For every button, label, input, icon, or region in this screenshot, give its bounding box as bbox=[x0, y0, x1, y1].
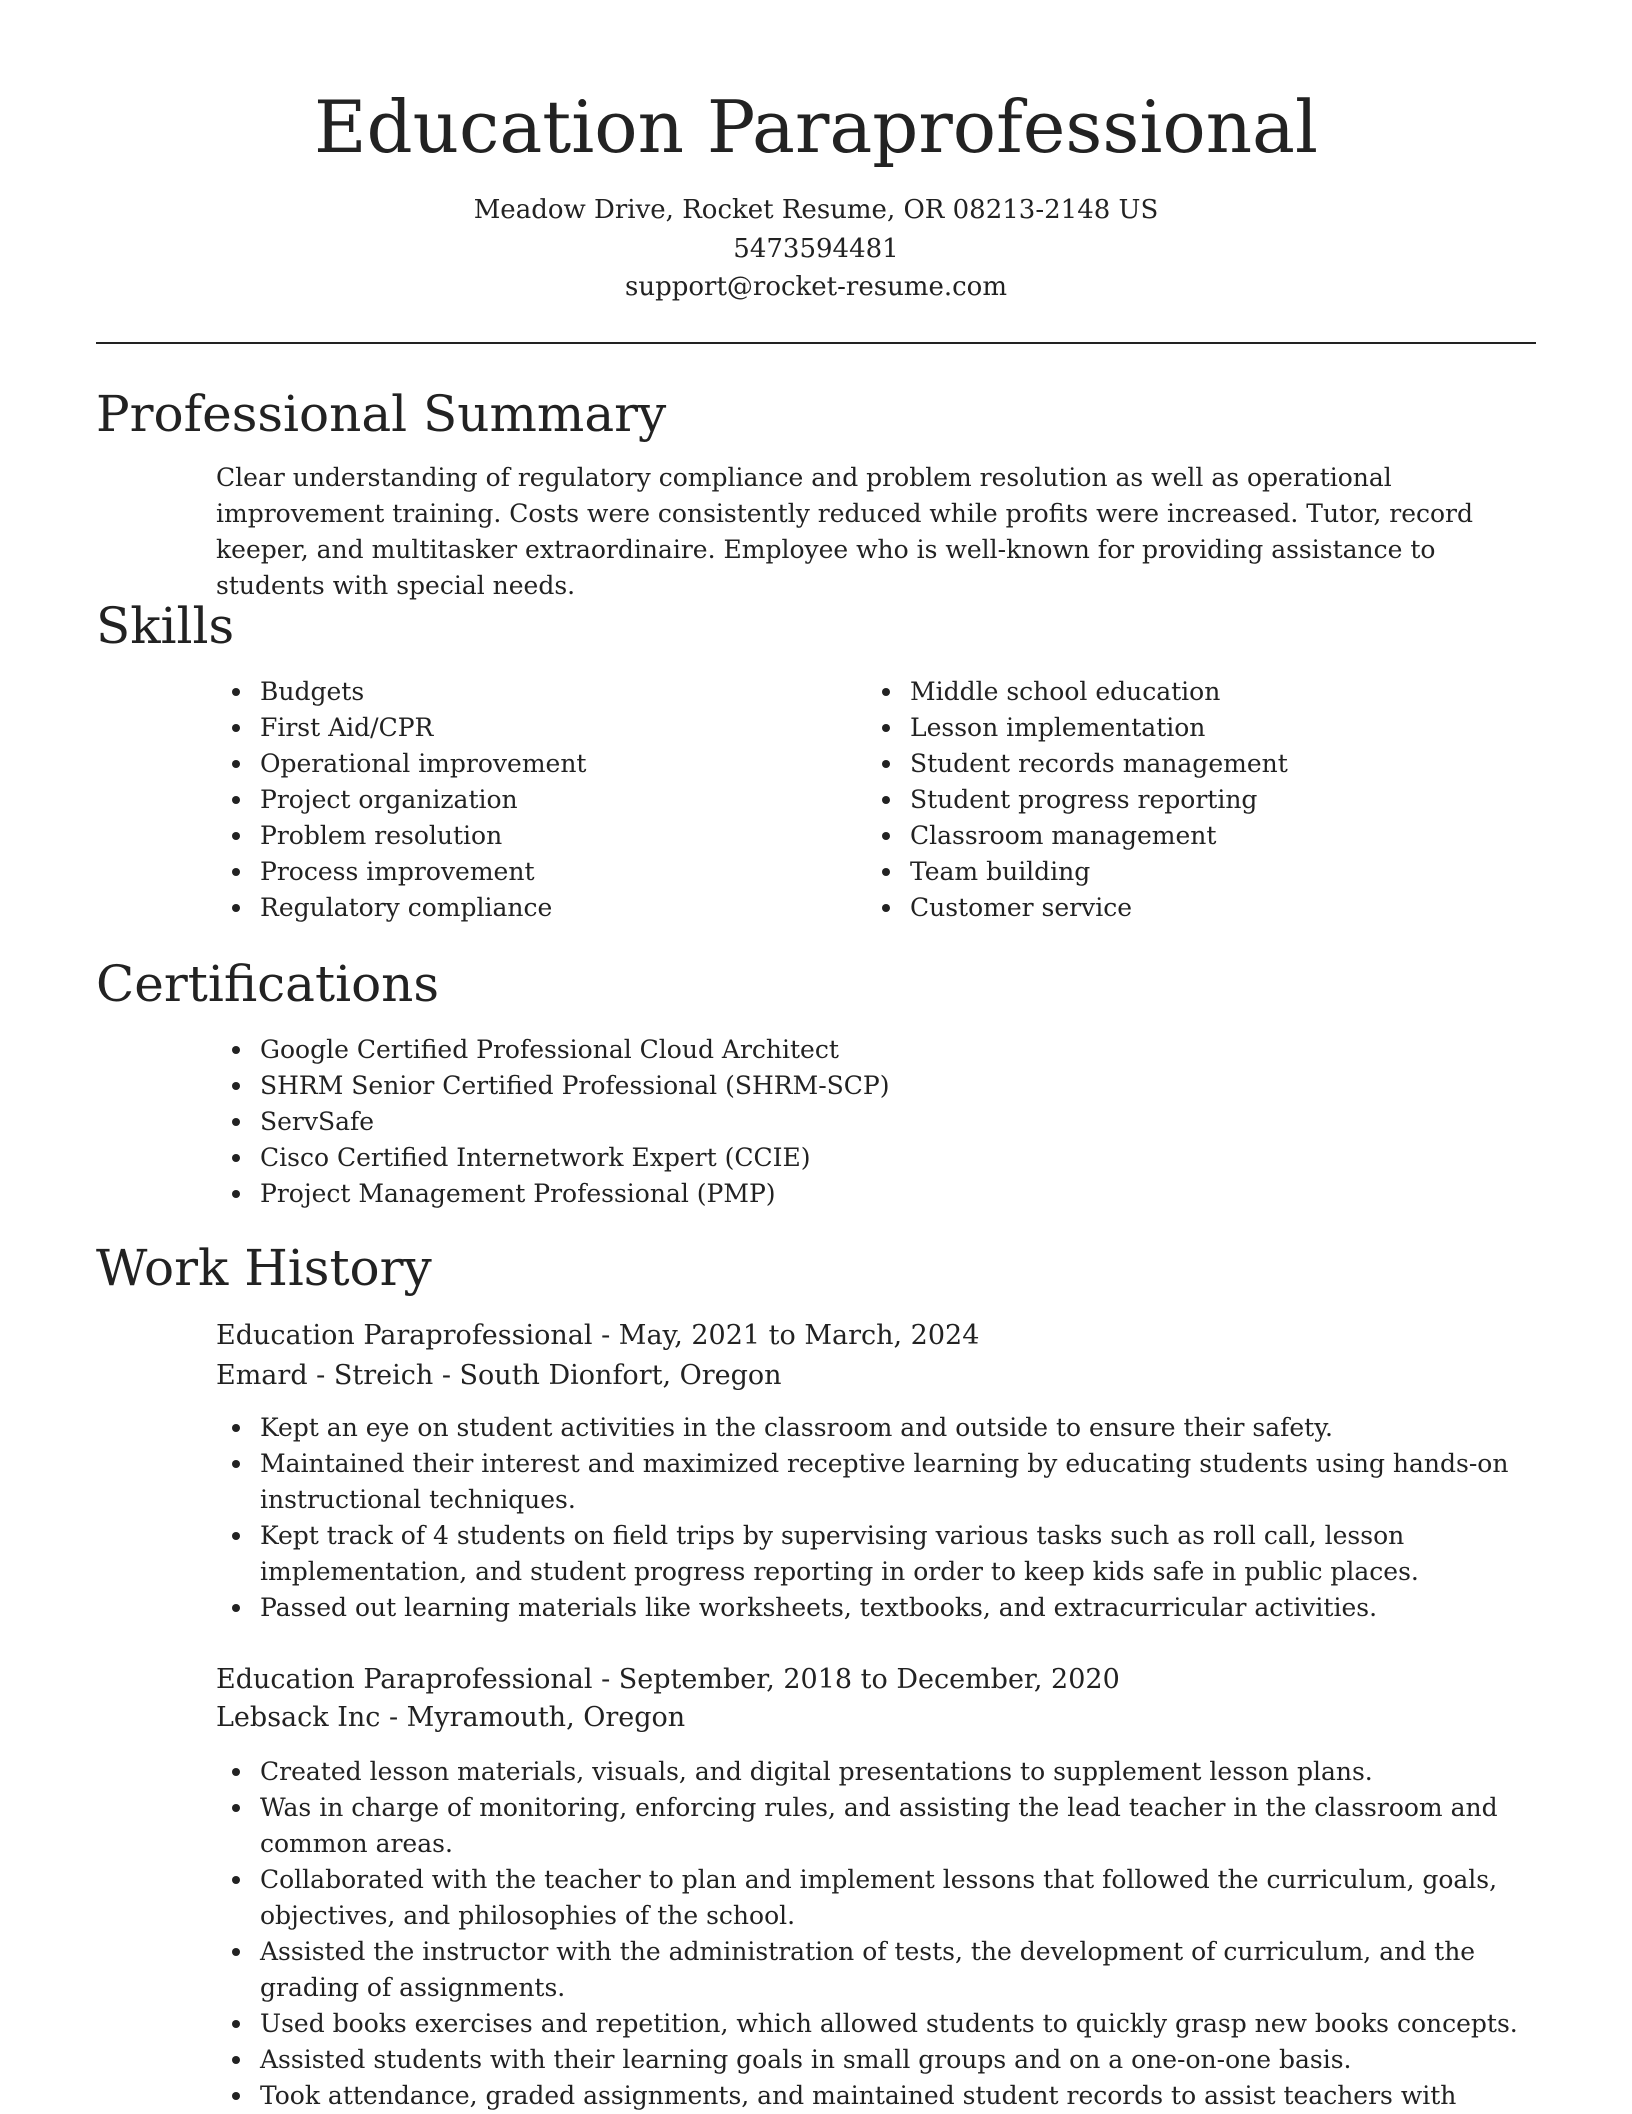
list-item: Classroom management bbox=[866, 818, 1536, 854]
list-item: Was in charge of monitoring, enforcing rules, and assisting the lead teacher in the classroom and common areas. bbox=[216, 1790, 1536, 1862]
list-item: Assisted students with their learning goals in small groups and on a one-on-one basis. bbox=[216, 2042, 1536, 2078]
certifications-heading: Certifications bbox=[96, 955, 440, 1013]
list-item: Budgets bbox=[216, 674, 836, 710]
job-title: Education Paraprofessional - May, 2021 to March, 2024 bbox=[216, 1320, 980, 1351]
list-item: Operational improvement bbox=[216, 746, 836, 782]
job-company: Lebsack Inc - Myramouth, Oregon bbox=[216, 1702, 686, 1733]
list-item: Team building bbox=[866, 854, 1536, 890]
list-item: ServSafe bbox=[216, 1104, 1536, 1140]
header-divider bbox=[96, 342, 1536, 344]
list-item: First Aid/CPR bbox=[216, 710, 836, 746]
list-item: SHRM Senior Certified Professional (SHRM-SCP) bbox=[216, 1068, 1536, 1104]
list-item: Project organization bbox=[216, 782, 836, 818]
address: Meadow Drive, Rocket Resume, OR 08213-2148 US bbox=[473, 195, 1159, 225]
list-item: Cisco Certified Internetwork Expert (CCIE) bbox=[216, 1140, 1536, 1176]
phone: 5473594481 bbox=[733, 234, 899, 264]
list-item: Kept an eye on student activities in the classroom and outside to ensure their safety. bbox=[216, 1410, 1536, 1446]
job-bullets bbox=[216, 1754, 1536, 2114]
job-bullets bbox=[216, 1410, 1536, 1626]
list-item: Created lesson materials, visuals, and digital presentations to supplement lesson plans. bbox=[216, 1754, 1536, 1790]
list-item: Process improvement bbox=[216, 854, 836, 890]
list-item: Regulatory compliance bbox=[216, 890, 836, 926]
email: support@rocket-resume.com bbox=[624, 272, 1007, 302]
list-item: Project Management Professional (PMP) bbox=[216, 1176, 1536, 1212]
summary-text: Clear understanding of regulatory compliance and problem resolution as well as operational improvement training. Costs were consistently reduced while profits were increased. Tutor, record keeper, and multitasker extraordinaire. Employee who is well-known for providing assistance to students with special needs. bbox=[216, 463, 1474, 600]
summary-heading: Professional Summary bbox=[96, 385, 667, 443]
list-item: Passed out learning materials like worksheets, textbooks, and extracurricular activities. bbox=[216, 1590, 1536, 1626]
skills-heading: Skills bbox=[96, 597, 235, 655]
list-item: Student progress reporting bbox=[866, 782, 1536, 818]
skills-list-right bbox=[866, 674, 1536, 926]
list-item: Used books exercises and repetition, which allowed students to quickly grasp new books concepts. bbox=[216, 2006, 1536, 2042]
list-item: Assisted the instructor with the administration of tests, the development of curriculum, and the grading of assignments. bbox=[216, 1934, 1536, 2006]
job-company: Emard - Streich - South Dionfort, Oregon bbox=[216, 1360, 782, 1391]
list-item: Lesson implementation bbox=[866, 710, 1536, 746]
list-item: Collaborated with the teacher to plan and implement lessons that followed the curriculum, goals, objectives, and philosophies of the school. bbox=[216, 1862, 1536, 1934]
job-title: Education Paraprofessional - September, 2018 to December, 2020 bbox=[216, 1664, 1120, 1695]
list-item: Problem resolution bbox=[216, 818, 836, 854]
list-item: Kept track of 4 students on field trips by supervising various tasks such as roll call, lesson implementation, and student progress reporting in order to keep kids safe in public places. bbox=[216, 1518, 1536, 1590]
list-item: Maintained their interest and maximized receptive learning by educating students using hands-on instructional techniques. bbox=[216, 1446, 1536, 1518]
certifications-list bbox=[216, 1032, 1536, 1212]
skills-list-left bbox=[216, 674, 836, 926]
list-item: Customer service bbox=[866, 890, 1536, 926]
list-item: Student records management bbox=[866, 746, 1536, 782]
list-item: Middle school education bbox=[866, 674, 1536, 710]
work-history-heading: Work History bbox=[96, 1239, 432, 1297]
candidate-name: Education Paraprofessional bbox=[313, 85, 1319, 169]
list-item: Took attendance, graded assignments, and maintained student records to assist teachers with bbox=[216, 2078, 1536, 2114]
list-item: Google Certified Professional Cloud Architect bbox=[216, 1032, 1536, 1068]
